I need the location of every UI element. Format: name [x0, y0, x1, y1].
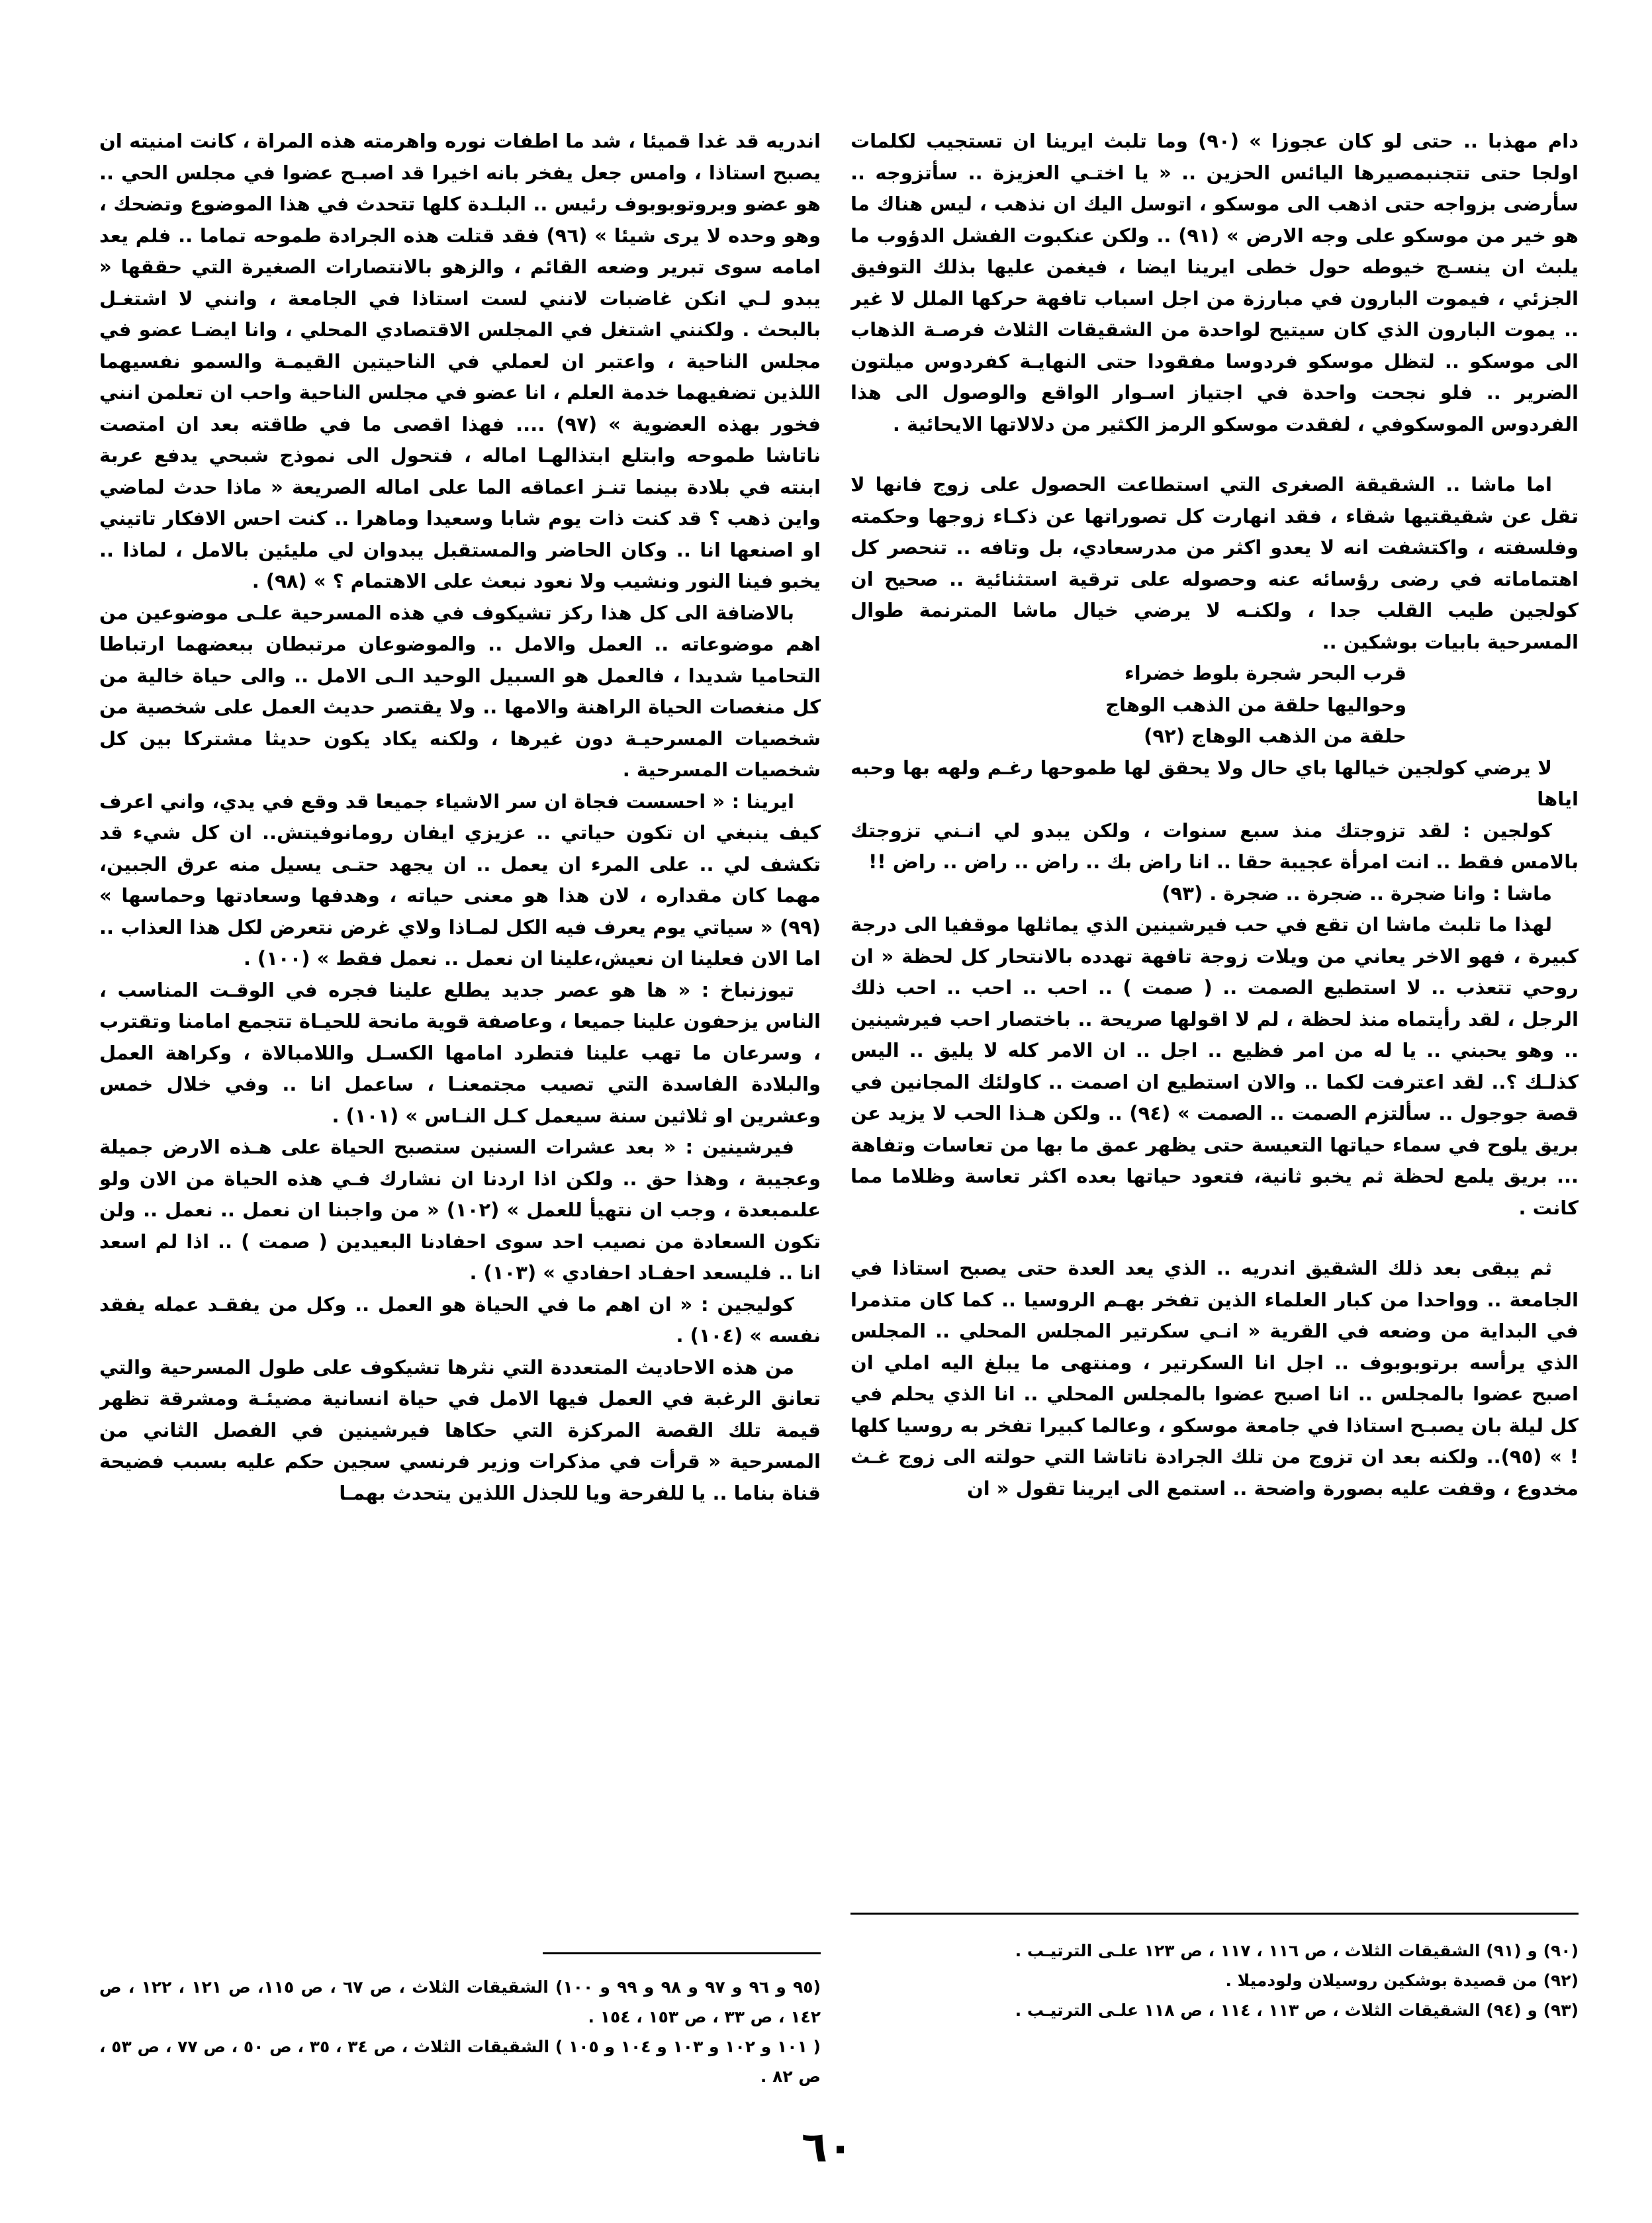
paragraph: كوليجين : « ان اهم ما في الحياة هو العمل .. وكل من يفقـد عمله يفقد نفسه » (١٠٤) .: [99, 1293, 821, 1347]
footnote: ( ١٠١ و ١٠٢ و ١٠٣ و ١٠٤ و ١٠٥ ) الشقيقات الثلاث ، ص ٣٤ ، ٣٥ ، ص ٥٠ ، ص ٧٧ ، ص ٥٣ ، ص ٨٢ .: [99, 2037, 821, 2086]
footnote: (٩٣) و (٩٤) الشقيقات الثلاث ، ص ١١٣ ، ١١٤ ، ص ١١٨ علـى الترتيـب .: [1015, 2001, 1579, 2020]
paragraph: بالاضافة الى كل هذا ركز تشيكوف في هذه المسرحية علـى موضوعين من اهم موضوعاته .. العمل والامل .. والموضوعان مرتبطان ببعضهما ارتباطا التحاميا شديدا ، فالعمل هو السبيل الوحيد الـى الامل .. والى حياة خالية من كل منغصات الحياة الراهنة والامها .. ولا يقتصر حديث العمل على شخصية من شخصيات المسرحيـة دون غيرها ، ولكنه يكاد يكون حديثا مشتركا بين كل شخصيات المسرحية .: [99, 601, 821, 781]
left-column: [99, 126, 821, 1509]
paragraph: ثم يبقى بعد ذلك الشقيق اندريه .. الذي يعد العدة حتى يصبح استاذا في الجامعة .. وواحدا من كبار العلماء الذين تفخر بهـم الروسيا .. كما كان متذمرا في البداية من وضعه في القرية « انـي سكرتير المجلس المحلي .. المجلس الذي يرأسه برتوبوبوف .. اجل انا السكرتير ، ومنتهى ما يبلغ اليه املي ان اصبح عضوا بالمجلس .. انا اصبح عضوا بالمجلس المحلي .. انا الذي يحلم في كل ليلة بان يصبـح استاذا في جامعة موسكو ، وعالما كبيرا تفخر به روسيا كلها ! » (٩٥).. ولكنه بعد ان تزوج من تلك الجرادة ناتاشا التي حولته الى زوج غـث مخدوع ، وقفت عليه بصورة واضحة .. استمع الى ايرينا تقول « ان: [850, 1257, 1579, 1500]
paragraph: من هذه الاحاديث المتعددة التي نثرها تشيكوف على طول المسرحية والتي تعانق الرغبة في العمل فيها الامل في حياة انسانية مضيئـة ومشرقة تظهر قيمة تلك القصة المركزة التي حكاها فيرشينين في الفصل الثاني من المسرحية « قرأت في مذكرات وزير فرنسي سجين حكم عليه بسبب فضيحة قناة بناما .. يا للفرحة ويا للجذل اللذين يتحدث بهمـا: [99, 1355, 821, 1504]
footnote-divider: [543, 1952, 821, 1954]
footnote: (٩٥ و ٩٦ و ٩٧ و ٩٨ و ٩٩ و ١٠٠) الشقيقات الثلاث ، ص ٦٧ ، ص ١١٥، ص ١٢١ ، ١٢٢ ، ص ١٤٢ ، ص ٣٣ ، ص ١٥٣ ، ١٥٤ .: [99, 1977, 821, 2026]
right-column: [850, 126, 1579, 1504]
footnote-divider: [850, 1913, 1579, 1915]
verse-line: حلقة من الذهب الوهاج (٩٢): [1144, 725, 1406, 747]
footnote: (٩٢) من قصيدة بوشكين روسيلان ولودميلا .: [1225, 1971, 1579, 1990]
verse-line: وحواليها حلقة من الذهب الوهاج: [1105, 693, 1406, 716]
paragraph: لهذا ما تلبث ماشا ان تقع في حب فيرشينين الذي يماثلها موقفيا الى درجة كبيرة ، فهو الاخر يعاني من ويلات زوجة تافهة تهدده بالانتحار كل لحظة « ان روحي تتعذب .. لا استطيع الصمت .. ( صمت ) .. احب .. احب .. احب ذلك الرجل ، لقد رأيتماه منذ لحظة ، لم لا اقولها صريحة .. باختصار احب فيرشينين .. وهو يحبني .. يا له من امر فظيع .. اجل .. ان الامر كله لا يليق .. اليس كذلـك ؟.. لقد اعترفت لكما .. والان استطيع ان اصمت .. كاولئك المجانين في قصة جوجول .. سألتزم الصمت .. الصمت » (٩٤) .. ولكن هـذا الحب لا يزيد عن بريق يلوح في سماء حياتها التعيسة حتى يظهر عمق ما بها من تعاسات وتفاهة ... بريق يلمع لحظة ثم يخبو ثانية، فتعود حياتها بعده اكثر تعاسة وظلاما مما كانت .: [850, 913, 1579, 1219]
paragraph: اندريه قد غدا قميئا ، شد ما اطفات نوره واهرمته هذه المراة ، كانت امنيته ان يصبح استاذا ، وامس جعل يفخر بانه اخيرا قد اصبـح عضوا في مجلس الحي .. هو عضو وبروتوبوبوف رئيس .. البلـدة كلها تتحدث في هذا الموضوع وتضحك ، وهو وحده لا يرى شيئا » (٩٦) فقد قتلت هذه الجرادة طموحه تماما .. فلم يعد امامه سوى تبرير وضعه القائم ، والزهو بالانتصارات الصغيرة التي حققها « يبدو لـي انكن غاضبات لانني لست استاذا في الجامعة ، وانني لا اشتغـل بالبحث . ولكنني اشتغل في المجلس الاقتصادي المحلي ، وانا ايضـا عضو في مجلس الناحية ، واعتبر ان لعملي في الناحيتين القيمـة والسمو نفسيهما اللذين تضفيهما خدمة العلم ، انا عضو في مجلس الناحية واحب ان تعلمن انني فخور بهذه العضوية » (٩٧) .... فهذا اقصى ما في طاقته بعد ان امتصت ناتاشا طموحه وابتلع ابتذالهـا اماله ، فتحول الى نموذج شبحي يدفع عربة ابنته في بلادة بينما تنـز اعماقه الما على اماله الصريعة « ماذا حدث لماضي واين ذهب ؟ قد كنت ذات يوم شابا وسعيدا وماهرا .. كنت احس الافكار تاتيني او اصنعها انا .. وكان الحاضر والمستقبل يبدوان لي مليئين بالامل ، لماذا .. يخبو فينا النور ونشيب ولا نعود نبعث على الاهتمام ؟ » (٩٨) .: [99, 130, 821, 592]
paragraph: ماشا : وانا ضجرة .. ضجرة .. ضجرة . (٩٣): [1162, 882, 1552, 905]
paragraph: لا يرضي كولجين خيالها باي حال ولا يحقق لها طموحها رغـم ولهه بها وحبه اياها: [850, 756, 1579, 810]
footnote: (٩٠) و (٩١) الشقيقات الثلاث ، ص ١١٦ ، ١١٧ ، ص ١٢٣ علـى الترتيـب .: [1015, 1941, 1579, 1960]
paragraph: ايرينا : « احسست فجاة ان سر الاشياء جميعا قد وقع في يدي، واني اعرف كيف ينبغي ان تكون حياتي .. عزيزي ايفان رومانوفيتش.. ان كل شيء قد تكشف لي .. على المرء ان يعمل .. ان يجهد حتـى يسيل منه عرق الجبين، مهما كان مقداره ، لان هذا هو معنى حياته ، وهدفها وسعادتها وحماسها » (٩٩) « سياتي يوم يعرف فيه الكل لمـاذا ولاي غرض نتعرض لكل هذا العذاب .. اما الان فعلينا ان نعيش،علينا ان نعمل .. نعمل فقط » (١٠٠) .: [99, 790, 821, 970]
page-number: ٦٠: [801, 2123, 854, 2172]
verse-line: قرب البحر شجرة بلوط خضراء: [1124, 662, 1406, 684]
right-footnotes: [850, 1936, 1579, 2025]
left-footnotes: [99, 1972, 821, 2091]
paragraph: تيوزنباخ : « ها هو عصر جديد يطلع علينا فجره في الوقـت المناسب ، الناس يزحفون علينا جميعا ، وعاصفة قوية مانحة للحيـاة تتجمع امامنا وتقترب ، وسرعان ما تهب علينا فتطرد امامها الكسـل واللامبالاة ، وكراهة العمل والبلادة الفاسدة التي تصيب مجتمعنـا ، ساعمل انا .. وفي خلال خمس وعشرين او ثلاثين سنة سيعمل كـل النـاس » (١٠١) .: [99, 978, 821, 1127]
paragraph: اما ماشا .. الشقيقة الصغرى التي استطاعت الحصول على زوج فانها لا تقل عن شقيقتيها شقاء ، فقد انهارت كل تصوراتها عن ذكـاء زوجها وحكمته وفلسفته ، واكتشفت انه لا يعدو اكثر من مدرسعادي، بل وتافه .. تنحصر كل اهتماماته في رضى رؤسائه عنه وحصوله على ترقية استثنائية .. صحيح ان كولجين طيب القلب جدا ، ولكنـه لا يرضي خيال ماشا المترنمة طوال المسرحية بابيات بوشكين ..: [850, 473, 1579, 653]
paragraph: كولجين : لقد تزوجتك منذ سبع سنوات ، ولكن يبدو لي انـني تزوجتك بالامس فقط .. انت امرأة عجيبة حقا .. انا راض بك .. راض .. راض .. راض !!: [850, 819, 1579, 873]
paragraph: دام مهذبا .. حتى لو كان عجوزا » (٩٠) وما تلبث ايرينا ان تستجيب لكلمات اولجا حتى تتجنبمصيرها اليائس الحزين .. « يا اختـي العزيزة .. سأتزوجه .. سأرضى بزواجه حتى اذهب الى موسكو ، اتوسل اليك ان نذهب ، ليس هناك ما هو خير من موسكو على وجه الارض » (٩١) .. ولكن عنكبوت الفشل الدؤوب ما يلبث ان ينسـج خيوطه حول خطى ايرينا ايضا ، فيغمن عليها بذلك التوفيق الجزئي ، فيموت البارون في مبارزة من اجل اسباب تافهة حركها الملل لا غير .. يموت البارون الذي كان سيتيح لواحدة من الشقيقات الثلاث فرصـة الذهاب الى موسكو .. لتظل موسكو فردوسا مفقودا حتى النهايـة كفردوس ميلتون الضرير .. فلو نجحت واحدة في اجتياز اسـوار الواقع والوصول الى هذا الفردوس الموسكوفي ، لفقدت موسكو الرمز الكثير من دلالاتها الايحائية .: [850, 130, 1579, 435]
paragraph: فيرشينين : « بعد عشرات السنين ستصبح الحياة على هـذه الارض جميلة وعجيبة ، وهذا حق .. ولكن اذا اردنا ان نشارك فـي هذه الحياة من الان ولو علىمبعدة ، وجب ان نتهيأ للعمل » (١٠٢) « من واجبنا ان نعمل .. نعمل .. ولن تكون السعادة من نصيب احد سوى احفادنا البعيدين ( صمت ) .. اذا لم اسعد انا .. فليسعد احفـاد احفادي » (١٠٣) .: [99, 1136, 821, 1284]
